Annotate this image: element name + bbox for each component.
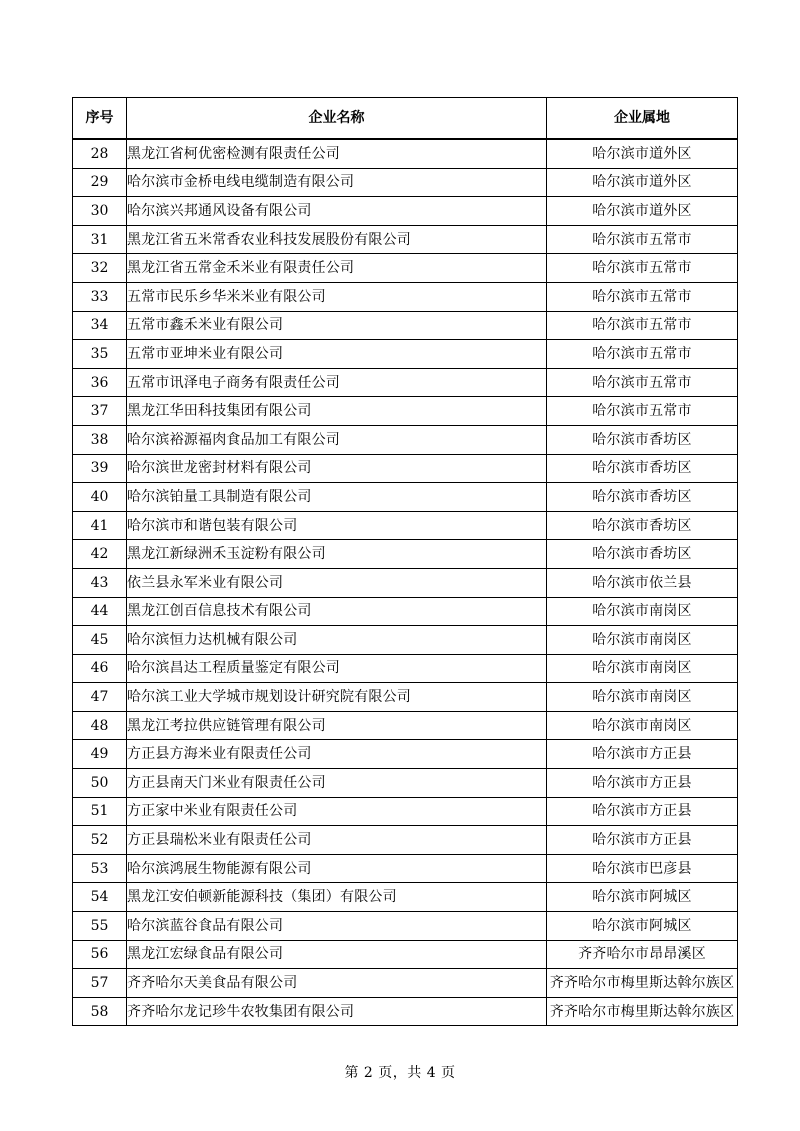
enterprise-name: 哈尔滨市金桥电线电缆制造有限公司 — [127, 168, 547, 197]
enterprise-location: 哈尔滨市五常市 — [547, 340, 738, 369]
row-number: 36 — [73, 368, 127, 397]
enterprise-location: 哈尔滨市道外区 — [547, 197, 738, 226]
row-number: 51 — [73, 797, 127, 826]
enterprise-name: 黑龙江新绿洲禾玉淀粉有限公司 — [127, 540, 547, 569]
enterprise-name: 黑龙江省五米常香农业科技发展股份有限公司 — [127, 225, 547, 254]
enterprise-name: 黑龙江创百信息技术有限公司 — [127, 597, 547, 626]
enterprise-location: 哈尔滨市香坊区 — [547, 425, 738, 454]
enterprise-name: 哈尔滨蓝谷食品有限公司 — [127, 912, 547, 941]
row-number: 32 — [73, 254, 127, 283]
enterprise-name: 齐齐哈尔天美食品有限公司 — [127, 969, 547, 998]
table-row — [73, 740, 738, 769]
enterprise-name: 哈尔滨昌达工程质量鉴定有限公司 — [127, 654, 547, 683]
table-header — [73, 98, 738, 140]
table-row — [73, 225, 738, 254]
enterprise-location: 哈尔滨市方正县 — [547, 797, 738, 826]
row-number: 56 — [73, 940, 127, 969]
enterprise-name: 五常市鑫禾米业有限公司 — [127, 311, 547, 340]
row-number: 28 — [73, 139, 127, 168]
row-number: 46 — [73, 654, 127, 683]
enterprise-location: 哈尔滨市香坊区 — [547, 540, 738, 569]
enterprise-location: 哈尔滨市香坊区 — [547, 511, 738, 540]
table-row — [73, 997, 738, 1026]
enterprise-name: 哈尔滨铂量工具制造有限公司 — [127, 483, 547, 512]
table-row — [73, 340, 738, 369]
row-number: 31 — [73, 225, 127, 254]
row-number: 58 — [73, 997, 127, 1026]
row-number: 48 — [73, 711, 127, 740]
enterprise-location: 哈尔滨市阿城区 — [547, 912, 738, 941]
enterprise-location: 哈尔滨市南岗区 — [547, 711, 738, 740]
table-row — [73, 311, 738, 340]
enterprise-name: 五常市亚坤米业有限公司 — [127, 340, 547, 369]
row-number: 55 — [73, 912, 127, 941]
row-number: 42 — [73, 540, 127, 569]
enterprise-location: 哈尔滨市阿城区 — [547, 883, 738, 912]
table-row — [73, 826, 738, 855]
table-row — [73, 511, 738, 540]
table-row — [73, 282, 738, 311]
enterprise-location: 齐齐哈尔市梅里斯达斡尔族区 — [547, 969, 738, 998]
header-no: 序号 — [73, 98, 127, 140]
enterprise-location: 哈尔滨市香坊区 — [547, 483, 738, 512]
table-row — [73, 626, 738, 655]
row-number: 49 — [73, 740, 127, 769]
table-row — [73, 912, 738, 941]
header-location: 企业属地 — [547, 98, 738, 140]
row-number: 33 — [73, 282, 127, 311]
enterprise-name: 哈尔滨工业大学城市规划设计研究院有限公司 — [127, 683, 547, 712]
enterprise-location: 哈尔滨市道外区 — [547, 139, 738, 168]
page-footer: 第 2 页，共 4 页 — [344, 1065, 456, 1081]
enterprise-location: 哈尔滨市五常市 — [547, 397, 738, 426]
enterprise-name: 方正县方海米业有限责任公司 — [127, 740, 547, 769]
enterprise-name: 哈尔滨恒力达机械有限公司 — [127, 626, 547, 655]
enterprise-location: 哈尔滨市五常市 — [547, 368, 738, 397]
row-number: 45 — [73, 626, 127, 655]
table-row — [73, 568, 738, 597]
row-number: 29 — [73, 168, 127, 197]
row-number: 39 — [73, 454, 127, 483]
enterprise-location: 齐齐哈尔市昂昂溪区 — [547, 940, 738, 969]
enterprise-location: 哈尔滨市五常市 — [547, 311, 738, 340]
table-row — [73, 168, 738, 197]
table-row — [73, 683, 738, 712]
table-row — [73, 654, 738, 683]
enterprise-location: 哈尔滨市香坊区 — [547, 454, 738, 483]
enterprise-name: 哈尔滨兴邦通风设备有限公司 — [127, 197, 547, 226]
row-number: 34 — [73, 311, 127, 340]
enterprise-location: 哈尔滨市道外区 — [547, 168, 738, 197]
enterprise-location: 哈尔滨市南岗区 — [547, 597, 738, 626]
enterprise-name: 五常市民乐乡华米米业有限公司 — [127, 282, 547, 311]
enterprise-name: 黑龙江安伯顿新能源科技（集团）有限公司 — [127, 883, 547, 912]
row-number: 52 — [73, 826, 127, 855]
enterprise-location: 哈尔滨市方正县 — [547, 826, 738, 855]
table-row — [73, 425, 738, 454]
row-number: 43 — [73, 568, 127, 597]
enterprise-location: 哈尔滨市五常市 — [547, 254, 738, 283]
enterprise-location: 齐齐哈尔市梅里斯达斡尔族区 — [547, 997, 738, 1026]
table-row — [73, 368, 738, 397]
row-number: 41 — [73, 511, 127, 540]
enterprise-location: 哈尔滨市五常市 — [547, 282, 738, 311]
table-row — [73, 940, 738, 969]
table-body — [73, 139, 738, 1026]
table-row — [73, 597, 738, 626]
table-row — [73, 397, 738, 426]
enterprise-location: 哈尔滨市南岗区 — [547, 683, 738, 712]
table-row — [73, 254, 738, 283]
table-row — [73, 854, 738, 883]
table-row — [73, 139, 738, 168]
enterprise-name: 五常市讯泽电子商务有限责任公司 — [127, 368, 547, 397]
header-name: 企业名称 — [127, 98, 547, 140]
enterprise-name: 方正家中米业有限责任公司 — [127, 797, 547, 826]
table-row — [73, 711, 738, 740]
table-row — [73, 969, 738, 998]
enterprise-name: 黑龙江省柯优密检测有限责任公司 — [127, 139, 547, 168]
enterprise-table — [72, 97, 738, 1026]
enterprise-location: 哈尔滨市巴彦县 — [547, 854, 738, 883]
header-row — [73, 98, 738, 140]
enterprise-name: 哈尔滨世龙密封材料有限公司 — [127, 454, 547, 483]
enterprise-name: 黑龙江考拉供应链管理有限公司 — [127, 711, 547, 740]
enterprise-name: 哈尔滨裕源福肉食品加工有限公司 — [127, 425, 547, 454]
table-row — [73, 769, 738, 798]
enterprise-location: 哈尔滨市方正县 — [547, 740, 738, 769]
table-row — [73, 540, 738, 569]
row-number: 37 — [73, 397, 127, 426]
enterprise-name: 齐齐哈尔龙记珍牛农牧集团有限公司 — [127, 997, 547, 1026]
table-row — [73, 197, 738, 226]
row-number: 47 — [73, 683, 127, 712]
table-row — [73, 883, 738, 912]
row-number: 54 — [73, 883, 127, 912]
row-number: 53 — [73, 854, 127, 883]
row-number: 30 — [73, 197, 127, 226]
enterprise-name: 黑龙江宏绿食品有限公司 — [127, 940, 547, 969]
enterprise-location: 哈尔滨市方正县 — [547, 769, 738, 798]
enterprise-name: 方正县南天门米业有限责任公司 — [127, 769, 547, 798]
enterprise-name: 哈尔滨市和谐包装有限公司 — [127, 511, 547, 540]
table-row — [73, 454, 738, 483]
enterprise-location: 哈尔滨市南岗区 — [547, 654, 738, 683]
enterprise-location: 哈尔滨市南岗区 — [547, 626, 738, 655]
row-number: 40 — [73, 483, 127, 512]
row-number: 44 — [73, 597, 127, 626]
row-number: 38 — [73, 425, 127, 454]
enterprise-location: 哈尔滨市依兰县 — [547, 568, 738, 597]
table-row — [73, 797, 738, 826]
enterprise-name: 方正县瑞松米业有限责任公司 — [127, 826, 547, 855]
enterprise-name: 黑龙江华田科技集团有限公司 — [127, 397, 547, 426]
enterprise-name: 依兰县永军米业有限公司 — [127, 568, 547, 597]
enterprise-name: 哈尔滨鸿展生物能源有限公司 — [127, 854, 547, 883]
row-number: 35 — [73, 340, 127, 369]
row-number: 50 — [73, 769, 127, 798]
row-number: 57 — [73, 969, 127, 998]
enterprise-location: 哈尔滨市五常市 — [547, 225, 738, 254]
table-row — [73, 483, 738, 512]
enterprise-name: 黑龙江省五常金禾米业有限责任公司 — [127, 254, 547, 283]
